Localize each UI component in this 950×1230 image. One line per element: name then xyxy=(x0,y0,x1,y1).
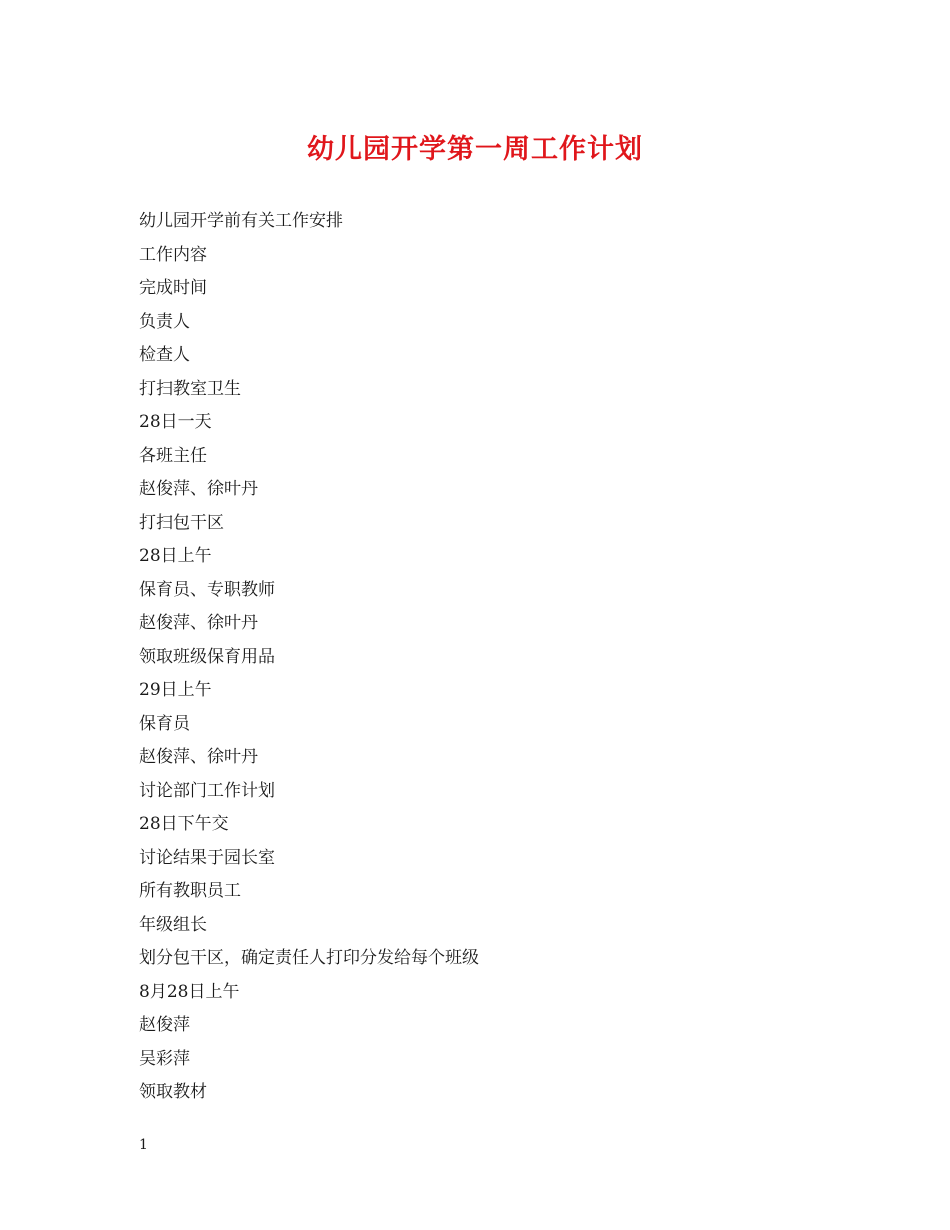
text-line: 赵俊萍、徐叶丹 xyxy=(139,479,258,499)
text-line: 赵俊萍 xyxy=(139,1015,190,1035)
text-line: 讨论部门工作计划 xyxy=(139,780,275,801)
text-line: 完成时间 xyxy=(139,278,207,298)
text-line: 打扫包干区 xyxy=(139,512,224,533)
text-line: 划分包干区，确定责任人打印分发给每个班级 xyxy=(139,948,479,968)
text-line: 赵俊萍、徐叶丹 xyxy=(139,747,258,767)
text-line: 29日上午 xyxy=(139,680,212,700)
text-line: 幼儿园开学前有关工作安排 xyxy=(139,211,343,231)
text-line: 8月28日上午 xyxy=(139,981,240,1002)
text-line: 所有教职员工 xyxy=(139,881,241,901)
text-line: 28日下午交 xyxy=(139,814,229,834)
text-line: 吴彩萍 xyxy=(139,1048,190,1069)
text-line: 打扫教室卫生 xyxy=(139,378,241,399)
text-line: 赵俊萍、徐叶丹 xyxy=(139,613,258,633)
text-line: 28日一天 xyxy=(139,412,212,432)
text-line: 保育员、专职教师 xyxy=(139,579,275,600)
text-line: 28日上午 xyxy=(139,546,212,566)
text-line: 保育员 xyxy=(139,713,190,734)
text-line: 工作内容 xyxy=(139,244,207,265)
text-line: 各班主任 xyxy=(139,445,207,466)
text-line: 讨论结果于园长室 xyxy=(139,847,275,868)
document-title: 幼儿园开学第一周工作计划 xyxy=(307,134,643,165)
text-line: 领取班级保育用品 xyxy=(139,646,275,667)
text-line: 检查人 xyxy=(139,345,190,365)
text-line: 领取教材 xyxy=(139,1082,207,1102)
content-lines xyxy=(139,205,839,1110)
text-line: 年级组长 xyxy=(139,914,207,935)
page-number: 1 xyxy=(139,1137,148,1153)
text-line: 负责人 xyxy=(139,311,190,332)
